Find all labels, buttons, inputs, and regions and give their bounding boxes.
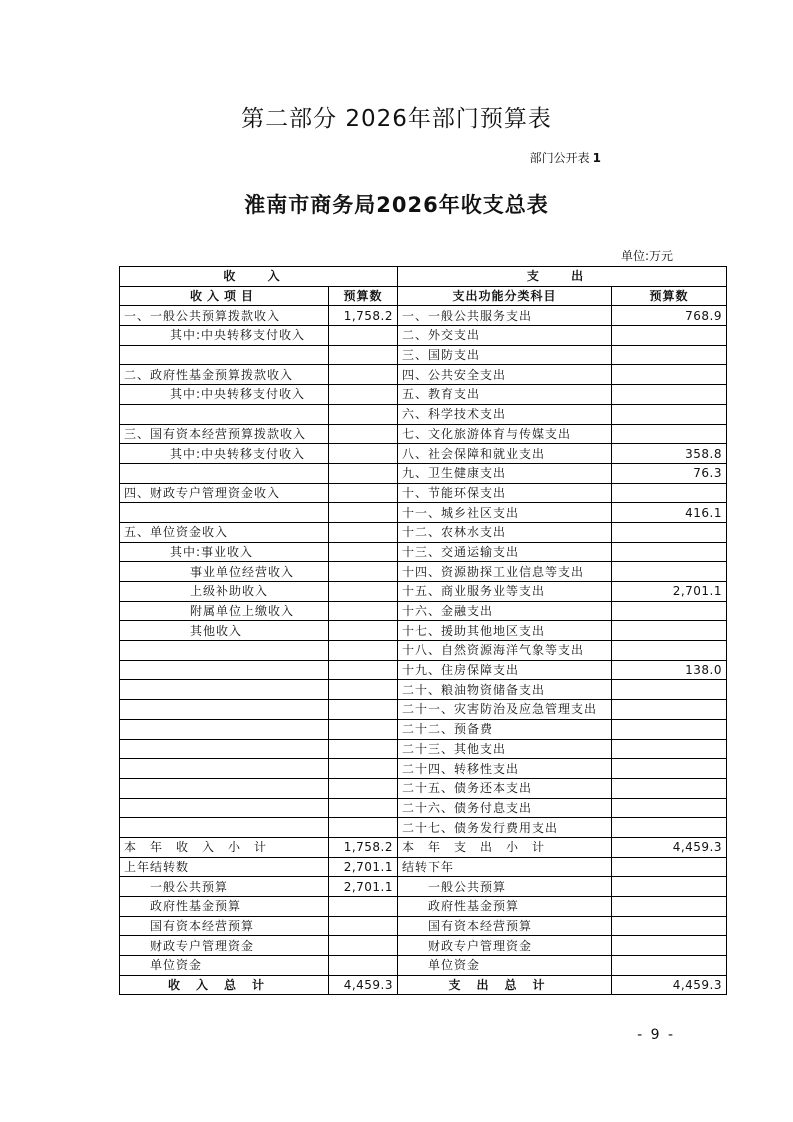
expense-value	[612, 345, 727, 365]
expense-item: 十六、金融支出	[398, 601, 612, 621]
income-item	[120, 641, 329, 661]
expense-subtotal-label: 本年支出小计	[398, 837, 612, 857]
income-item	[120, 680, 329, 700]
carry-expense-item: 财政专户管理资金	[398, 936, 612, 956]
subtotal-row	[120, 837, 727, 857]
expense-value	[612, 621, 727, 641]
expense-item: 八、社会保障和就业支出	[398, 444, 612, 464]
carry-row	[120, 956, 727, 976]
income-item	[120, 719, 329, 739]
expense-value: 358.8	[612, 444, 727, 464]
table-row	[120, 483, 727, 503]
carry-income-value	[329, 916, 398, 936]
table-code-label: 部门公开表	[529, 151, 590, 165]
income-item: 其中:中央转移支付收入	[120, 385, 329, 405]
income-value	[329, 680, 398, 700]
income-value	[329, 562, 398, 582]
income-value	[329, 798, 398, 818]
income-value	[329, 700, 398, 720]
income-value	[329, 542, 398, 562]
table-row	[120, 660, 727, 680]
expense-value	[612, 641, 727, 661]
carry-income-item: 财政专户管理资金	[120, 936, 329, 956]
expense-value: 416.1	[612, 503, 727, 523]
income-subtotal-value: 1,758.2	[329, 837, 398, 857]
table-row	[120, 641, 727, 661]
income-item: 其中:中央转移支付收入	[120, 326, 329, 346]
carry-income-value	[329, 956, 398, 976]
expense-item: 十二、农林水支出	[398, 522, 612, 542]
table-code-number: 1	[592, 151, 601, 165]
carry-income-value	[329, 936, 398, 956]
income-value	[329, 404, 398, 424]
income-item	[120, 739, 329, 759]
income-item: 事业单位经营收入	[120, 562, 329, 582]
income-item	[120, 660, 329, 680]
income-item	[120, 345, 329, 365]
income-value	[329, 463, 398, 483]
expense-section-header: 支 出	[398, 267, 727, 287]
income-value: 1,758.2	[329, 306, 398, 326]
expense-value	[612, 424, 727, 444]
expense-value	[612, 326, 727, 346]
carry-row	[120, 857, 727, 877]
income-value	[329, 385, 398, 405]
expense-value	[612, 778, 727, 798]
income-section-header: 收 入	[120, 267, 398, 287]
carry-income-value: 2,701.1	[329, 877, 398, 897]
expense-value	[612, 739, 727, 759]
table-row	[120, 818, 727, 838]
expense-item-header: 支出功能分类科目	[398, 286, 612, 306]
income-item: 上级补助收入	[120, 582, 329, 602]
table-row	[120, 562, 727, 582]
column-header-row	[120, 286, 727, 306]
expense-item: 四、公共安全支出	[398, 365, 612, 385]
income-item	[120, 463, 329, 483]
table-row	[120, 522, 727, 542]
table-row	[120, 621, 727, 641]
income-value	[329, 739, 398, 759]
table-footer	[120, 837, 727, 857]
expense-total-label: 支出总计	[398, 975, 612, 995]
expense-value: 2,701.1	[612, 582, 727, 602]
expense-item: 二十、粮油物资储备支出	[398, 680, 612, 700]
table-row	[120, 719, 727, 739]
income-value	[329, 424, 398, 444]
table-row	[120, 385, 727, 405]
table-row	[120, 503, 727, 523]
expense-item: 五、教育支出	[398, 385, 612, 405]
carry-expense-value	[612, 897, 727, 917]
table-row	[120, 345, 727, 365]
table-row	[120, 798, 727, 818]
income-item: 其中:事业收入	[120, 542, 329, 562]
expense-value	[612, 798, 727, 818]
carry-expense-value	[612, 877, 727, 897]
total-row	[120, 975, 727, 995]
carry-expense-value	[612, 857, 727, 877]
expense-item: 十四、资源勘探工业信息等支出	[398, 562, 612, 582]
expense-item: 十三、交通运输支出	[398, 542, 612, 562]
main-title: 淮南市商务局2026年收支总表	[244, 193, 549, 217]
carry-expense-value	[612, 956, 727, 976]
income-value	[329, 503, 398, 523]
part-title: 第二部分 2026年部门预算表	[241, 106, 552, 132]
income-value	[329, 641, 398, 661]
carry-expense-item: 一般公共预算	[398, 877, 612, 897]
carry-expense-item: 国有资本经营预算	[398, 916, 612, 936]
income-value	[329, 345, 398, 365]
expense-item: 二十五、债务还本支出	[398, 778, 612, 798]
income-value	[329, 483, 398, 503]
income-value	[329, 326, 398, 346]
carry-row	[120, 897, 727, 917]
expense-item: 十一、城乡社区支出	[398, 503, 612, 523]
table-row	[120, 680, 727, 700]
carry-expense-item: 政府性基金预算	[398, 897, 612, 917]
table-row	[120, 444, 727, 464]
income-value	[329, 601, 398, 621]
expense-total-value: 4,459.3	[612, 975, 727, 995]
income-budget-header: 预算数	[329, 286, 398, 306]
expense-item: 十九、住房保障支出	[398, 660, 612, 680]
income-subtotal-label: 本年收入小计	[120, 837, 329, 857]
carry-row	[120, 936, 727, 956]
income-total-label: 收入总计	[120, 975, 329, 995]
carry-expense-item: 单位资金	[398, 956, 612, 976]
expense-value	[612, 542, 727, 562]
income-item: 附属单位上缴收入	[120, 601, 329, 621]
carry-income-item: 国有资本经营预算	[120, 916, 329, 936]
table-row	[120, 542, 727, 562]
table-row	[120, 700, 727, 720]
expense-value	[612, 700, 727, 720]
income-item	[120, 759, 329, 779]
table-code	[530, 149, 601, 166]
income-item	[120, 798, 329, 818]
carry-row	[120, 916, 727, 936]
expense-item: 一、一般公共服务支出	[398, 306, 612, 326]
expense-value	[612, 759, 727, 779]
expense-value: 76.3	[612, 463, 727, 483]
unit-label: 单位:万元	[620, 249, 673, 263]
income-value	[329, 818, 398, 838]
income-value	[329, 582, 398, 602]
income-item: 五、单位资金收入	[120, 522, 329, 542]
income-item: 其中:中央转移支付收入	[120, 444, 329, 464]
expense-item: 七、文化旅游体育与传媒支出	[398, 424, 612, 444]
carry-income-item: 政府性基金预算	[120, 897, 329, 917]
expense-item: 十、节能环保支出	[398, 483, 612, 503]
expense-item: 九、卫生健康支出	[398, 463, 612, 483]
carry-income-item: 一般公共预算	[120, 877, 329, 897]
table-row	[120, 306, 727, 326]
income-item: 其他收入	[120, 621, 329, 641]
expense-value: 138.0	[612, 660, 727, 680]
expense-value	[612, 818, 727, 838]
table-row	[120, 326, 727, 346]
carry-expense-value	[612, 936, 727, 956]
table-row	[120, 778, 727, 798]
expense-item: 二十一、灾害防治及应急管理支出	[398, 700, 612, 720]
table-row	[120, 759, 727, 779]
expense-value	[612, 483, 727, 503]
table-row	[120, 739, 727, 759]
table-row	[120, 582, 727, 602]
income-item: 二、政府性基金预算拨款收入	[120, 365, 329, 385]
expense-value	[612, 404, 727, 424]
expense-item: 十八、自然资源海洋气象等支出	[398, 641, 612, 661]
page-number: - 9 -	[637, 1027, 675, 1043]
income-item: 三、国有资本经营预算拨款收入	[120, 424, 329, 444]
expense-value	[612, 385, 727, 405]
income-item	[120, 778, 329, 798]
income-value	[329, 444, 398, 464]
expense-item: 十五、商业服务业等支出	[398, 582, 612, 602]
expense-value: 768.9	[612, 306, 727, 326]
expense-value	[612, 365, 727, 385]
carry-row	[120, 877, 727, 897]
income-item: 一、一般公共预算拨款收入	[120, 306, 329, 326]
income-total-value: 4,459.3	[329, 975, 398, 995]
expense-item: 六、科学技术支出	[398, 404, 612, 424]
income-value	[329, 522, 398, 542]
expense-subtotal-value: 4,459.3	[612, 837, 727, 857]
expense-item: 二十四、转移性支出	[398, 759, 612, 779]
budget-table	[119, 266, 727, 995]
table-row	[120, 601, 727, 621]
carry-income-value	[329, 897, 398, 917]
carry-income-item: 上年结转数	[120, 857, 329, 877]
expense-item: 二、外交支出	[398, 326, 612, 346]
expense-item: 二十六、债务付息支出	[398, 798, 612, 818]
carry-expense-value	[612, 916, 727, 936]
expense-item: 二十三、其他支出	[398, 739, 612, 759]
expense-value	[612, 680, 727, 700]
income-item	[120, 818, 329, 838]
table-row	[120, 424, 727, 444]
income-item	[120, 503, 329, 523]
expense-value	[612, 601, 727, 621]
income-value	[329, 660, 398, 680]
expense-item: 三、国防支出	[398, 345, 612, 365]
income-value	[329, 365, 398, 385]
expense-value	[612, 719, 727, 739]
carry-expense-item: 结转下年	[398, 857, 612, 877]
income-item: 四、财政专户管理资金收入	[120, 483, 329, 503]
carry-income-value: 2,701.1	[329, 857, 398, 877]
income-value	[329, 778, 398, 798]
section-header-row	[120, 267, 727, 287]
expense-item: 十七、援助其他地区支出	[398, 621, 612, 641]
table-row	[120, 404, 727, 424]
income-item-header: 收入项目	[120, 286, 329, 306]
expense-value	[612, 522, 727, 542]
income-value	[329, 759, 398, 779]
income-value	[329, 719, 398, 739]
table-row	[120, 365, 727, 385]
table-body	[120, 306, 727, 838]
expense-item: 二十二、预备费	[398, 719, 612, 739]
table-row	[120, 463, 727, 483]
expense-value	[612, 562, 727, 582]
income-item	[120, 404, 329, 424]
income-item	[120, 700, 329, 720]
expense-budget-header: 预算数	[612, 286, 727, 306]
income-value	[329, 621, 398, 641]
carry-body	[120, 857, 727, 975]
expense-item: 二十七、债务发行费用支出	[398, 818, 612, 838]
carry-income-item: 单位资金	[120, 956, 329, 976]
